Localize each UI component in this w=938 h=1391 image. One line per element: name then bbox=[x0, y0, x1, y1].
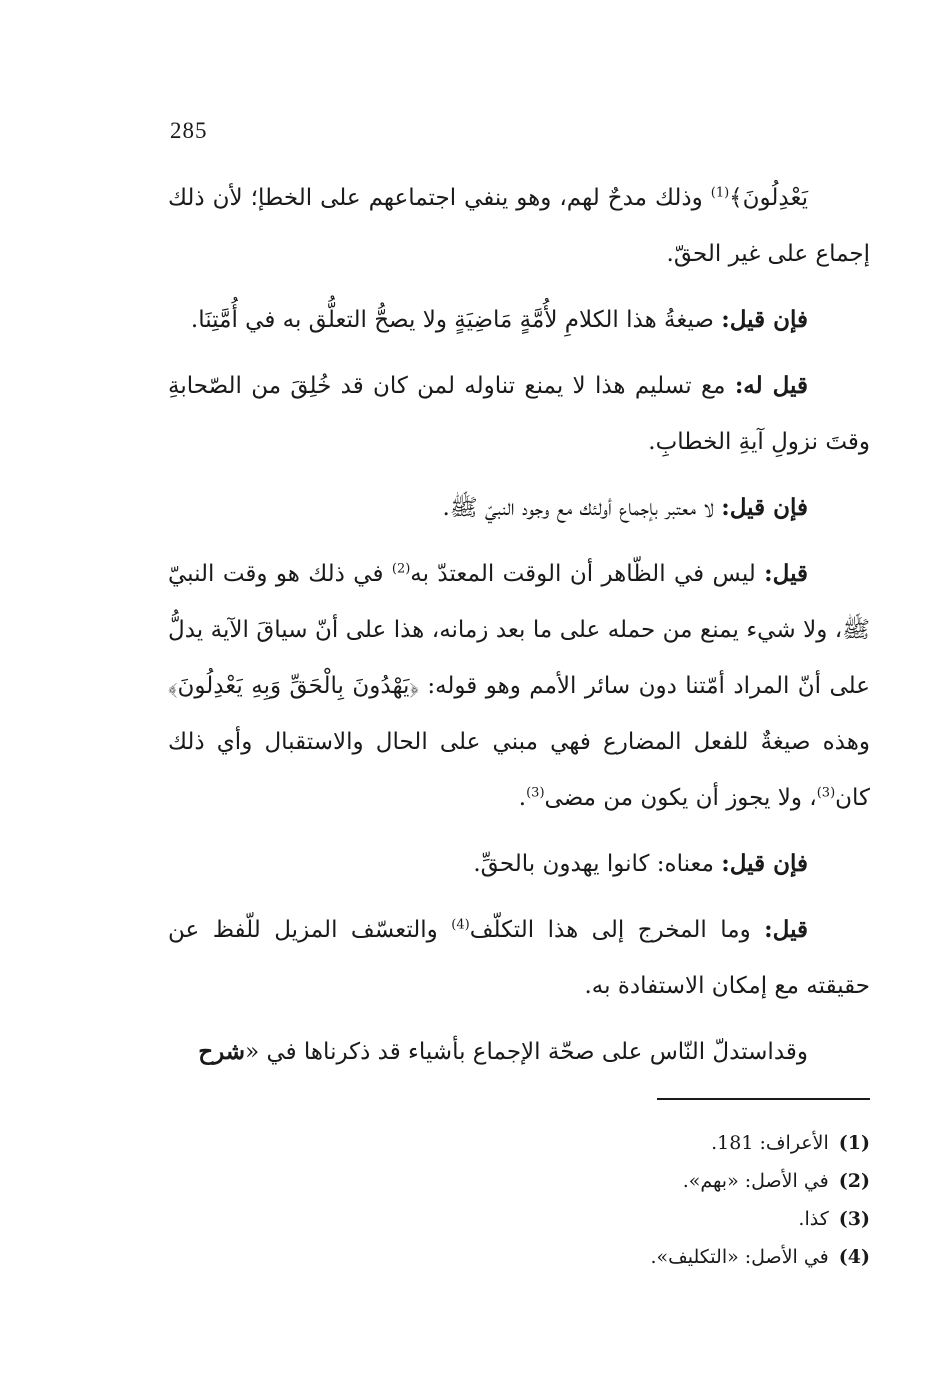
paragraph bbox=[168, 902, 870, 1014]
footnote bbox=[168, 1238, 870, 1276]
paragraph bbox=[168, 1024, 870, 1080]
footnote-text: في الأصل: «التكليف». bbox=[650, 1246, 829, 1268]
footnote bbox=[168, 1124, 870, 1162]
paragraph-text: مع تسليم هذا لا يمنع تناوله لمن كان قد خُلِقَ من الصّحابةِ وقتَ نزولِ آيةِ الخطابِ. bbox=[168, 373, 870, 455]
paragraph-text: يَعْدِلُونَ﴾ bbox=[729, 185, 808, 211]
footnote-text: كذا. bbox=[798, 1208, 829, 1230]
paragraph-text: وما المخرج إلى هذا التكلّف bbox=[469, 917, 765, 943]
footnotes bbox=[168, 1124, 870, 1276]
footnote-number: (4) bbox=[838, 1246, 870, 1268]
footnote-ref: (4) bbox=[451, 917, 470, 933]
footnote-divider bbox=[657, 1098, 870, 1100]
paragraph-lead: فإن قيل: bbox=[721, 494, 808, 521]
paragraph bbox=[168, 170, 870, 282]
paragraph-lead: قيل: bbox=[764, 916, 808, 943]
footnote bbox=[168, 1162, 870, 1200]
paragraph-text: ليس في الظّاهر أن الوقت المعتدّ به bbox=[410, 561, 765, 587]
paragraph bbox=[168, 292, 870, 348]
footnote-ref: (2) bbox=[391, 561, 411, 577]
paragraph-text: . bbox=[518, 785, 527, 811]
paragraph-text: في ذلك هو وقت النبيّ ﷺ، ولا شيء يمنع من حمله على ما بعد زمانه، هذا على أنّ سياقَ الآية يدلُّ على أنّ المراد أمّتنا دون سائر الأمم وهو قوله: ﴿يَهْدُونَ بِالْحَقِّ وَبِهِ يَعْدِلُونَ﴾ وهذه صيغةٌ للفعل المضارع فهي مبني على الحال والاستقبال وأي ذلك كان bbox=[168, 561, 870, 811]
paragraph-text: لا معتبر بإجماع أولئك مع وجود النبيّ ﷺ. bbox=[442, 495, 722, 521]
body-text bbox=[168, 170, 870, 1090]
paragraph-text: والتعسّف المزيل للّفظ عن حقيقته مع إمكان الاستفادة به. bbox=[168, 917, 870, 999]
paragraph bbox=[168, 546, 870, 826]
paragraph-lead: فإن قيل: bbox=[721, 306, 808, 333]
paragraph bbox=[168, 836, 870, 892]
paragraph-text: صيغةُ هذا الكلامِ لأُمَّةٍ مَاضِيَةٍ ولا يصحُّ التعلُّق به في أُمَّتِنَا. bbox=[190, 307, 722, 333]
footnote-number: (1) bbox=[838, 1132, 870, 1154]
paragraph-lead: قيل: bbox=[764, 560, 809, 587]
paragraph-lead: فإن قيل: bbox=[721, 850, 808, 877]
footnote-number: (2) bbox=[838, 1170, 870, 1192]
footnote-number: (3) bbox=[838, 1208, 870, 1230]
page-number: 285 bbox=[170, 118, 208, 143]
footnote-ref: (3) bbox=[816, 785, 836, 801]
paragraph bbox=[168, 480, 870, 536]
paragraph-text: معناه: كانوا يهدون بالحقِّ. bbox=[473, 851, 722, 877]
bold-text: شرح bbox=[198, 1038, 246, 1065]
footnote bbox=[168, 1200, 870, 1238]
paragraph-lead: قيل له: bbox=[734, 372, 808, 399]
footnote-text: الأعراف: 181. bbox=[711, 1132, 829, 1154]
footnote-text: في الأصل: «بهم». bbox=[682, 1170, 829, 1192]
paragraph-text: وذلك مدحٌ لهم، وهو ينفي اجتماعهم على الخطإ؛ لأن ذلك إجماع على غير الحقّ. bbox=[168, 185, 870, 267]
paragraph-text: ، ولا يجوز أن يكون من مضى bbox=[544, 785, 817, 811]
paragraph-text: وقداستدلّ النّاس على صحّة الإجماع بأشياء قد ذكرناها في « bbox=[245, 1039, 808, 1065]
paragraph bbox=[168, 358, 870, 470]
footnote-ref: (3) bbox=[526, 785, 545, 801]
footnote-ref: (1) bbox=[710, 185, 730, 201]
